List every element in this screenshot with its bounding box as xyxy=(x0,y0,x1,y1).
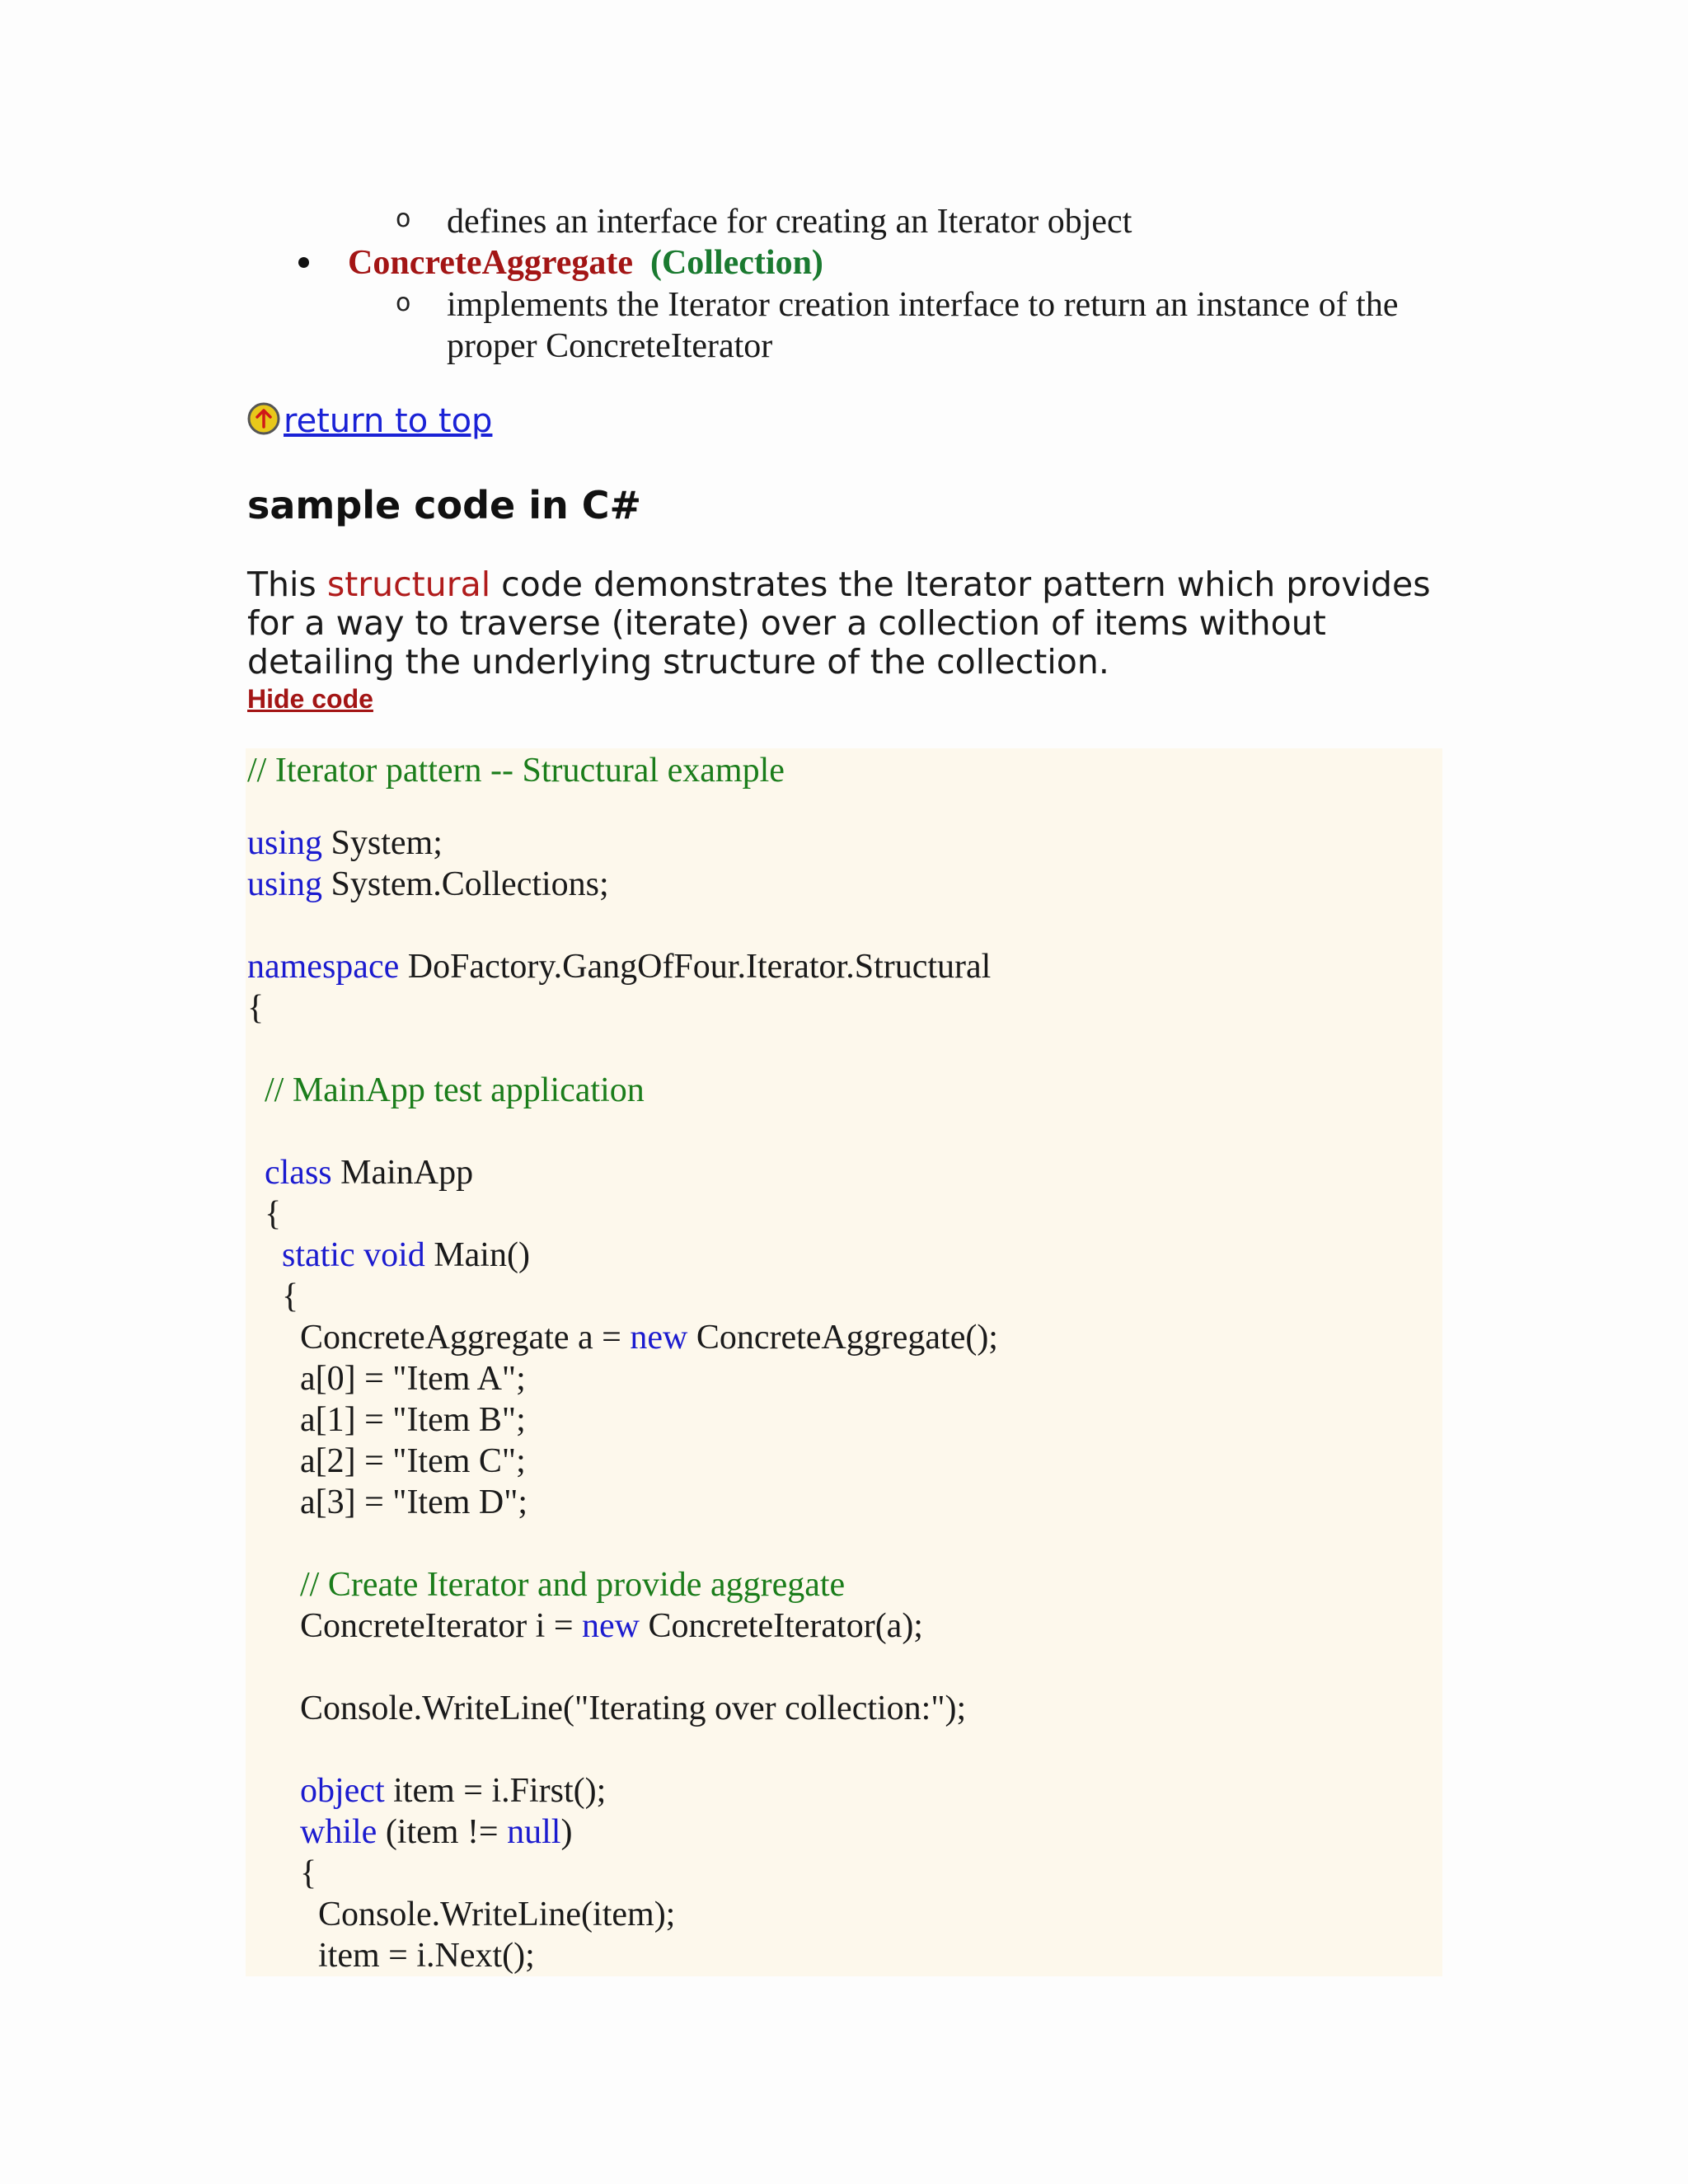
code-line: Console.WriteLine("Iterating over collection:"); xyxy=(300,1690,967,1727)
participant-role: (Collection) xyxy=(649,244,823,282)
code-line xyxy=(247,946,991,987)
code-line: Console.WriteLine(item); xyxy=(318,1896,676,1933)
code-keyword: new xyxy=(582,1607,640,1645)
code-text: ConcreteAggregate a = xyxy=(300,1319,631,1357)
list-item-desc: implements the Iterator creation interface to return an instance of the xyxy=(447,286,1399,324)
code-text: Main() xyxy=(424,1236,530,1274)
code-text: DoFactory.GangOfFour.Iterator.Structural xyxy=(399,948,992,986)
sub-bullet-marker: o xyxy=(396,204,411,233)
description-line: detailing the underlying structure of the collection. xyxy=(247,642,1109,682)
code-line: item = i.Next(); xyxy=(318,1937,535,1975)
section-heading: sample code in C# xyxy=(247,483,642,527)
code-text: ConcreteIterator(a); xyxy=(640,1607,923,1645)
description-text: code demonstrates the Iterator pattern which provides xyxy=(490,565,1431,604)
code-line: a[3] = "Item D"; xyxy=(300,1483,528,1521)
code-keyword: using xyxy=(247,865,323,903)
code-line: { xyxy=(265,1195,282,1233)
code-line xyxy=(282,1235,530,1276)
code-comment: // Iterator pattern -- Structural example xyxy=(247,752,785,790)
list-item-desc: proper ConcreteIterator xyxy=(447,327,773,365)
code-keyword: while xyxy=(300,1813,377,1851)
code-comment: // Create Iterator and provide aggregate xyxy=(300,1566,846,1604)
description-line: for a way to traverse (iterate) over a collection of items without xyxy=(247,603,1326,643)
code-text: ConcreteIterator i = xyxy=(300,1607,583,1645)
list-item-title xyxy=(348,242,823,284)
code-keyword: new xyxy=(630,1319,688,1357)
code-line: a[0] = "Item A"; xyxy=(300,1360,526,1398)
code-line xyxy=(300,1811,572,1853)
code-text: ) xyxy=(560,1813,573,1851)
return-to-top-link[interactable]: return to top xyxy=(284,402,493,440)
code-text: System.Collections; xyxy=(322,865,609,903)
code-line xyxy=(265,1152,473,1193)
code-line: a[2] = "Item C"; xyxy=(300,1442,526,1480)
code-keyword: null xyxy=(507,1813,561,1851)
code-keyword: class xyxy=(265,1154,332,1192)
code-text: item = i.First(); xyxy=(384,1772,607,1810)
code-line xyxy=(300,1605,923,1647)
code-text: (item != xyxy=(377,1813,508,1851)
participant-name: ConcreteAggregate xyxy=(348,244,633,282)
description-line xyxy=(247,565,1467,604)
hide-code-link[interactable]: Hide code xyxy=(247,684,373,714)
code-keyword: namespace xyxy=(247,948,400,986)
code-line xyxy=(300,1317,998,1358)
code-keyword: static xyxy=(282,1236,355,1274)
structural-highlight: structural xyxy=(326,565,491,604)
up-arrow-icon[interactable] xyxy=(247,402,280,435)
code-line xyxy=(247,864,609,905)
sub-bullet-marker: o xyxy=(396,288,411,317)
code-line: { xyxy=(282,1277,299,1315)
code-comment: // MainApp test application xyxy=(265,1071,645,1109)
code-line: a[1] = "Item B"; xyxy=(300,1401,526,1439)
code-text: System; xyxy=(322,824,443,862)
code-line xyxy=(300,1770,606,1811)
code-keyword: using xyxy=(247,824,323,862)
bullet-marker xyxy=(298,257,309,268)
code-line: { xyxy=(247,989,265,1027)
code-keyword: object xyxy=(300,1772,385,1810)
description-text: This xyxy=(247,565,327,604)
list-item-desc: defines an interface for creating an Iterator object xyxy=(447,203,1132,241)
code-keyword: void xyxy=(354,1236,425,1274)
code-text: ConcreteAggregate(); xyxy=(687,1319,998,1357)
code-text: MainApp xyxy=(331,1154,474,1192)
code-line xyxy=(247,823,443,864)
code-line: { xyxy=(300,1854,317,1892)
